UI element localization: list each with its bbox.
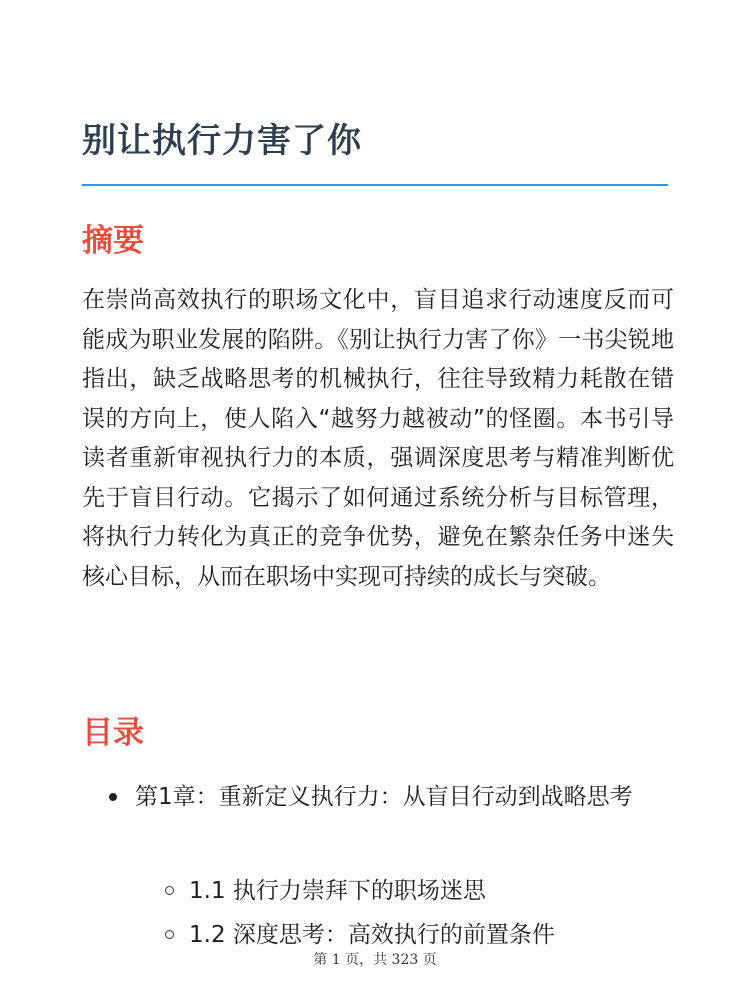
toc-heading: 目录 <box>82 715 144 751</box>
toc-chapter-1-sections <box>82 872 682 960</box>
abstract-heading: 摘要 <box>82 223 144 259</box>
toc-section-1-1-label: 1.1 执行力崇拜下的职场迷思 <box>189 878 486 904</box>
title-divider <box>82 184 668 186</box>
table-of-contents <box>82 778 682 948</box>
toc-section-1-1[interactable] <box>82 872 682 916</box>
page-number-footer: 第 1 页，共 323 页 <box>313 952 437 968</box>
bullet-disc-icon <box>109 793 117 801</box>
toc-section-1-2-label: 1.2 深度思考：高效执行的前置条件 <box>189 922 555 948</box>
toc-chapter-1[interactable] <box>82 778 670 816</box>
abstract-paragraph: 在崇尚高效执行的职场文化中，盲目追求行动速度反而可能成为职业发展的陷阱。《别让执行力害了你》一书尖锐地指出，缺乏战略思考的机械执行，往往导致精力耗散在错误的方向上，使人陷入“越努力越被动”的怪圈。本书引导读者重新审视执行力的本质，强调深度思考与精准判断优先于盲目行动。它揭示了如何通过系统分析与目标管理，将执行力转化为真正的竞争优势，避免在繁杂任务中迷失核心目标，从而在职场中实现可持续的成长与突破。 <box>82 287 674 590</box>
toc-chapter-1-label: 第1章：重新定义执行力：从盲目行动到战略思考 <box>135 784 633 810</box>
bullet-circle-icon <box>165 930 174 939</box>
book-title: 别让执行力害了你 <box>82 121 362 161</box>
bullet-circle-icon <box>165 886 174 895</box>
